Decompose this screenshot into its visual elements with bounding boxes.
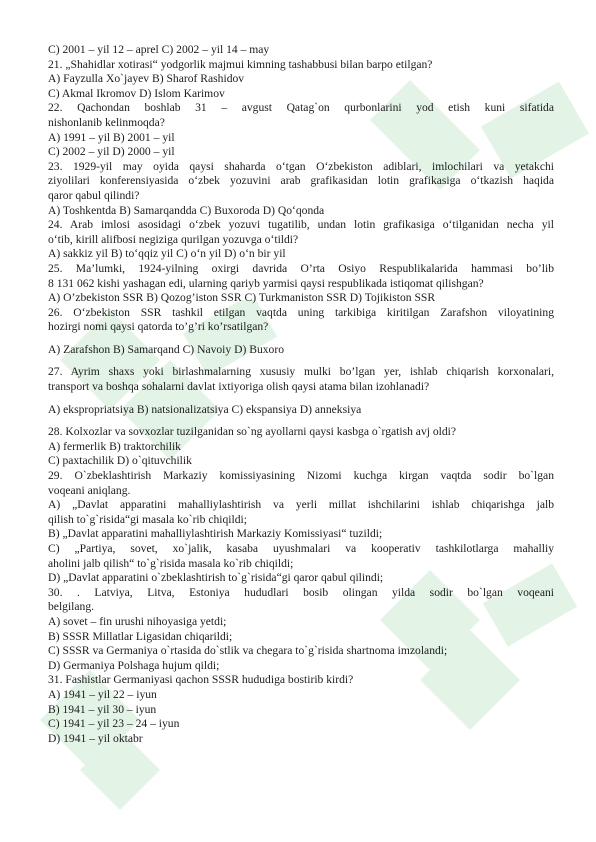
text-line: belgilang. xyxy=(48,600,95,614)
text-line: o‘tib, kirill alifbosi negiziga qurilgan yozuvga o‘tildi? xyxy=(48,232,299,246)
text-line: aholini jalb qilish“ to`g`risida masala ko`rib chiqildi; xyxy=(48,556,294,570)
text-line: C) 2001 – yil 12 – aprel C) 2002 – yil 14 – may xyxy=(48,43,270,56)
text-line: 29. O`zbeklashtirish Markaziy komissiyasining Nizomi kuchga kirgan vaqtda sodir bo`lgan xyxy=(48,469,554,483)
text-line: 8 131 062 kishi yashagan edi, ularning qariyb yarmisi qaysi respublikada istiqomat qilishgan? xyxy=(48,276,484,290)
text-line: A) Zarafshon B) Samarqand C) Navoiy D) Buxoro xyxy=(48,342,285,356)
text-line: C) 1941 – yil 23 – 24 – iyun xyxy=(48,717,180,731)
text-line: C) SSSR va Germaniya o`rtasida do`stlik va chegara to`g`risida shartnoma imzolandi; xyxy=(48,644,448,658)
text-line: 30. . Latviya, Litva, Estoniya hududlari bosib olingan yilda sodir bo`lgan voqeani xyxy=(48,585,554,599)
text-line: B) „Davlat apparatini mahalliylashtirish Markaziy Komissiyasi“ tuzildi; xyxy=(48,527,383,541)
text-line: B) 1941 – yil 30 – iyun xyxy=(48,702,157,716)
text-line: 31. Fashistlar Germaniyasi qachon SSSR hududiga bostirib kirdi? xyxy=(48,673,354,687)
text-line: D) „Davlat apparatini o`zbeklashtirish to`g`risida“gi qaror qabul qilindi; xyxy=(48,571,384,585)
text-line: 28. Kolxozlar va sovxozlar tuzilganidan so`ng ayollarni qaysi kasbga o`rgatish avj oldi? xyxy=(48,425,457,439)
text-line: A) 1941 – yil 22 – iyun xyxy=(48,687,157,701)
text-line: C) Akmal Ikromov D) Islom Karimov xyxy=(48,86,225,100)
paragraph-gap xyxy=(48,357,554,365)
text-line: qaror qabul qilindi? xyxy=(48,188,140,202)
text-line: A) O’zbekiston SSR B) Qozog’iston SSR C) Turkmaniston SSR D) Tojikiston SSR xyxy=(48,291,436,305)
text-line: A) Fayzulla Xo`jayev B) Sharof Rashidov xyxy=(48,72,245,86)
text-line: 26. O‘zbekiston SSR tashkil etilgan vaqtda uning tarkibiga kiritilgan Zarafshon viloyatining xyxy=(48,305,554,319)
text-line: C) 2002 – yil D) 2000 – yil xyxy=(48,145,175,159)
text-line: C) „Partiya, sovet, xo`jalik, kasaba uyushmalari va kooperativ tashkilotlarga mahalliy xyxy=(48,542,554,555)
paragraph-gap xyxy=(48,335,554,343)
text-line: 22. Qachondan boshlab 31 – avgust Qatag`on qurbonlarini yod etish kuni sifatida xyxy=(48,101,554,115)
paragraph-gap xyxy=(48,395,554,403)
text-line: 25. Ma’lumki, 1924-yilning oxirgi davrida O’rta Osiyo Respublikalarida hammasi bo’lib xyxy=(48,261,554,275)
text-line: hozirgi nomi qaysi qatorda to’g’ri ko’rsatilgan? xyxy=(48,320,269,334)
text-line: C) paxtachilik D) o`qituvchilik xyxy=(48,454,192,468)
text-line: 24. Arab imlosi asosidagi o‘zbek yozuvi tugatilib, undan lotin grafikasiga o‘tilganidan necha yil xyxy=(48,218,554,232)
text-line: transport va boshqa sohalarni davlat ixtiyoriga olish qaysi atama bilan izohlanadi? xyxy=(48,380,430,394)
text-line: B) SSSR Millatlar Ligasidan chiqarildi; xyxy=(48,629,233,643)
text-line: A) Toshkentda B) Samarqandda C) Buxoroda D) Qo‘qonda xyxy=(48,203,325,217)
text-line: D) 1941 – yil oktabr xyxy=(48,731,143,745)
text-line: A) 1991 – yil B) 2001 – yil xyxy=(48,130,175,144)
text-line: D) Germaniya Polshaga hujum qildi; xyxy=(48,658,220,672)
text-line: A) sakkiz yil B) to‘qqiz yil C) o‘n yil D) o‘n bir yil xyxy=(48,247,286,261)
text-line: 27. Ayrim shaxs yoki birlashmalarning xususiy mulki bo’lgan yer, ishlab chiqarish korxonalari, xyxy=(48,365,554,379)
text-line: A) „Davlat apparatini mahalliylashtirish va yerli millat ishchilarini ishlab chiqarishga jalb xyxy=(48,498,554,512)
text-line: nishonlanib kelinmoqda? xyxy=(48,115,165,129)
text-line: voqeani aniqlang. xyxy=(48,483,131,497)
text-line: A) fermerlik B) traktorchilik xyxy=(48,439,181,453)
text-line: ziyolilari konferensiyasida o‘zbek yozuvini arab grafikasidan lotin grafikasiga o‘tkazish haqida xyxy=(48,174,554,188)
text-line: A) sovet – fin urushi nihoyasiga yetdi; xyxy=(48,614,227,628)
paragraph-gap xyxy=(48,417,554,425)
text-line: 21. „Shahidlar xotirasi“ yodgorlik majmui kimning tashabbusi bilan barpo etilgan? xyxy=(48,57,433,71)
text-line: qilish to`g`risida“gi masala ko`rib chiqildi; xyxy=(48,512,247,526)
question-document xyxy=(48,43,554,746)
text-line: 23. 1929-yil may oyida qaysi shaharda o‘tgan O‘zbekiston adiblari, imlochilari va yetakchi xyxy=(48,159,554,173)
text-line: A) ekspropriatsiya B) natsionalizatsiya C) ekspansiya D) anneksiya xyxy=(48,402,362,416)
